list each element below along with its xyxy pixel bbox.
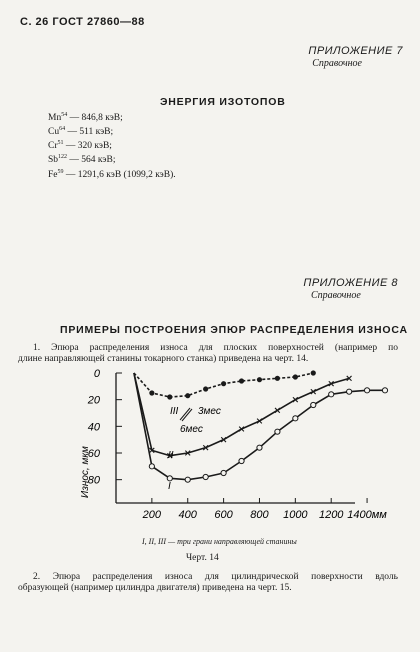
- page-header: С. 26 ГОСТ 27860—88: [20, 16, 145, 28]
- data-point: [149, 464, 154, 469]
- isotope-list: [48, 110, 176, 181]
- data-point: [203, 474, 208, 479]
- data-point: [239, 458, 244, 463]
- appendix7-title: ПРИЛОЖЕНИЕ 7: [308, 45, 403, 57]
- x-tick-label: 1400мм: [347, 509, 387, 521]
- data-point: [293, 374, 298, 379]
- annotation-II: II: [168, 450, 174, 461]
- appendix8-subtitle: Справочное: [311, 290, 361, 301]
- data-point: [293, 416, 298, 421]
- data-point: [364, 388, 369, 393]
- data-point: [275, 408, 280, 413]
- data-point: [185, 477, 190, 482]
- paragraph-2-line-1: 2. Эпюра распределения износа для цилиндрической поверхности вдоль: [33, 572, 398, 582]
- chart-series: [134, 373, 385, 480]
- y-tick-label: 20: [87, 394, 100, 407]
- y-tick-label: 80: [87, 474, 100, 487]
- data-point: [149, 390, 154, 395]
- data-point: [185, 393, 190, 398]
- annotation-6mes: 6мес: [180, 424, 203, 435]
- data-point: [203, 386, 208, 391]
- figure-caption: I, II, III — три грани направляющей станины: [142, 537, 297, 546]
- x-tick-label: 1200: [318, 509, 344, 521]
- figure-label: Черт. 14: [186, 553, 219, 563]
- x-tick-label: 600: [214, 509, 233, 521]
- x-tick-label: 400: [178, 509, 197, 521]
- data-point: [221, 470, 226, 475]
- annotation-3mes: 3мес: [198, 406, 221, 417]
- isotope-item: Cu$^{64}$ — 511 кэВ;: [48, 126, 114, 138]
- y-axis-label: Износ, мкм: [80, 446, 91, 498]
- data-point: [239, 378, 244, 383]
- paragraph-2-line-2: образующей (например цилиндра двигателя) приведена на черт. 15.: [18, 583, 292, 593]
- data-point: [311, 402, 316, 407]
- appendix7-subtitle: Справочное: [312, 58, 362, 69]
- y-tick-label: 60: [87, 448, 100, 460]
- paragraph-1-line-1: 1. Эпюра распределения износа для плоских поверхностей (например по: [33, 343, 398, 353]
- annotation-III: III: [170, 406, 179, 417]
- data-point: [311, 370, 316, 375]
- data-point: [257, 445, 262, 450]
- isotope-item: Cr$^{51}$ — 320 кэВ;: [48, 140, 112, 152]
- x-tick-label: 1000: [283, 509, 308, 521]
- isotope-item: Sb$^{122}$ — 564 кэВ;: [48, 154, 116, 166]
- data-point: [347, 389, 352, 394]
- data-point: [257, 377, 262, 382]
- appendix8-title: ПРИЛОЖЕНИЕ 8: [303, 277, 398, 289]
- data-point: [382, 388, 387, 393]
- isotope-item: Fe$^{59}$ — 1291,6 кэВ (1099,2 кэВ).: [48, 168, 176, 180]
- series-line-I: [134, 373, 385, 480]
- section-heading: ПРИМЕРЫ ПОСТРОЕНИЯ ЭПЮР РАСПРЕДЕЛЕНИЯ ИЗНОСА: [60, 324, 408, 336]
- y-tick-label: 0: [93, 368, 100, 380]
- x-tick-label: 200: [142, 509, 162, 521]
- data-point: [275, 429, 280, 434]
- data-point: [275, 376, 280, 381]
- wear-chart: [70, 364, 390, 536]
- series-line-II: [134, 373, 349, 456]
- data-point: [329, 392, 334, 397]
- chart-ticks: [87, 368, 388, 521]
- y-tick-label: 40: [87, 421, 100, 434]
- x-tick-label: 800: [250, 509, 269, 521]
- data-point: [221, 381, 226, 386]
- annotation-I: I: [168, 481, 171, 492]
- paragraph-1-line-2: длине направляющей станины токарного станка) приведена на черт. 14.: [18, 354, 309, 364]
- data-point: [167, 394, 172, 399]
- isotope-heading: ЭНЕРГИЯ ИЗОТОПОВ: [160, 96, 286, 108]
- isotope-item: Mn$^{54}$ — 846,8 кэВ;: [48, 112, 123, 124]
